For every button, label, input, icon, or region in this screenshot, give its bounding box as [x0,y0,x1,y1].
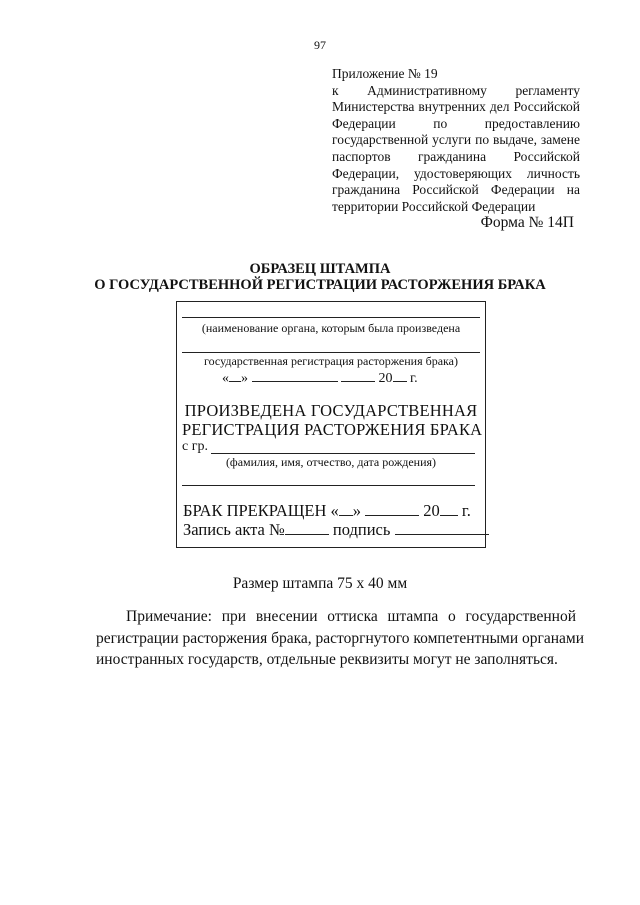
year-suffix: г. [410,371,418,386]
org-caption-1: (наименование органа, которым была произведена [201,321,461,335]
note-line: регистрации расторжения брака, расторгнутого компетентными органами [96,629,585,647]
blank [341,369,375,382]
appendix-header [332,66,580,215]
appendix-line: Приложение № 19 [332,66,438,81]
year-suffix: г. [461,501,471,520]
stamp-heading-1: ПРОИЗВЕДЕНА ГОСУДАРСТВЕННАЯ [184,401,478,420]
appendix-line: Федерации по предоставлению [332,115,580,131]
blank-line [182,352,480,353]
marriage-ended-label: БРАК ПРЕКРАЩЕН « [183,501,339,520]
signature-blank [395,522,489,535]
citizen-blank [211,453,475,454]
stamp-size: Размер штампа 75 х 40 мм [232,575,408,592]
quote-close: » [352,501,362,520]
blank-line [182,317,480,318]
document-subtitle: О ГОСУДАРСТВЕННОЙ РЕГИСТРАЦИИ РАСТОРЖЕНИЯ БРАКА [94,277,546,293]
document-title: ОБРАЗЕЦ ШТАМПА [249,261,391,277]
month-blank [365,503,419,516]
note-line: Примечание: при внесении оттиска штампа о государственной [126,608,576,625]
note-line: иностранных государств, отдельные реквизиты могут не заполняться. [96,651,558,668]
appendix-line: Федерации, удостоверяющих личность [332,165,580,181]
day-blank [339,503,353,516]
appendix-line: паспортов гражданина Российской [332,148,580,164]
appendix-line: Министерства внутренних дел Российской [332,99,580,115]
person-caption: (фамилия, имя, отчество, дата рождения) [225,455,437,469]
day-blank [229,369,241,382]
with-citizen-label: с гр. [182,439,208,454]
blank-line [182,485,475,486]
year-blank [440,503,458,516]
act-number-blank [285,522,329,535]
appendix-line: к Административному регламенту [332,82,580,98]
org-caption-2: государственная регистрация расторжения брака) [204,354,458,368]
date-line [222,369,418,387]
appendix-line: государственной услуги по выдаче, замене [332,132,580,148]
form-number: Форма № 14П [480,214,574,231]
year-prefix: 20 [423,501,440,520]
act-record-line [183,520,489,540]
note [96,606,585,671]
marriage-ended-line [183,501,471,521]
page-number: 97 [314,38,326,52]
signature-label: подпись [332,520,391,539]
quote-close: » [241,371,248,386]
year-prefix: 20 [378,371,393,386]
stamp-sample [176,301,486,548]
stamp-heading-2: РЕГИСТРАЦИЯ РАСТОРЖЕНИЯ БРАКА [182,420,483,439]
appendix-line: территории Российской Федерации [332,198,536,214]
month-blank [252,369,338,382]
act-record-label: Запись акта № [183,520,285,539]
year-blank [393,369,407,382]
quote-open: « [222,371,229,386]
appendix-line: гражданина Российской Федерации на [332,182,580,198]
